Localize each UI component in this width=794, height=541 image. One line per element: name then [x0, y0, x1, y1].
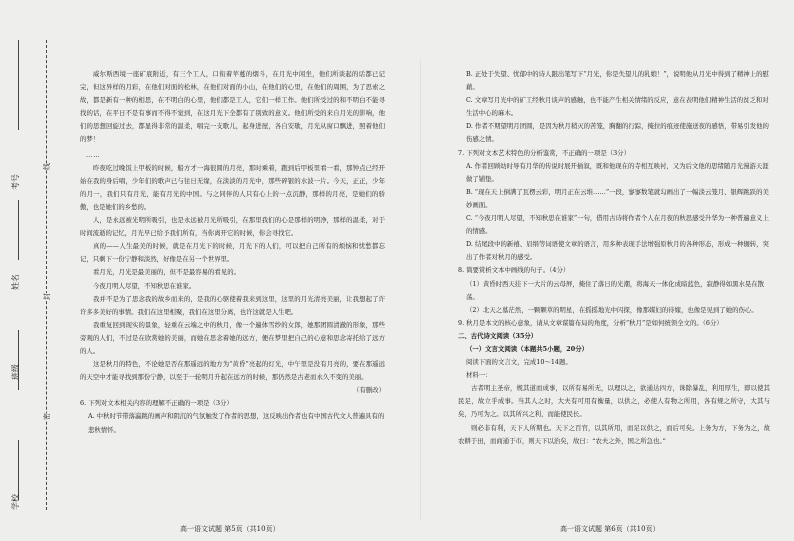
- seal-mark: 封: [43, 293, 51, 300]
- question-option: C. “今夜月明人尽望，不知秋思在谁家”一句，借用古诗将作者个人在月夜的秋思感受升华为一种普遍意义上的情感。: [466, 214, 769, 236]
- passage-paragraph: 今夜月明人尽望，不知秋思在谁家。: [93, 281, 196, 290]
- classical-passage: 则必非有利，天下人所期也。天下之百官，以其所用，而足以供之，而后可矣。上务为方，下务为之，故农耕于田，而商通于市，则天下以治矣，故曰：“农夫之外，国之所急也。”: [458, 423, 770, 445]
- question-option: A. 中秋时节带落瀛跳的画声和阴沉的气氛触发了作者的思想，这反映出作者也有中国古代文人普遍具有的悲秋情怀。: [88, 412, 385, 434]
- subsection-heading: （一）文言文阅读（本题共5小题，20分）: [466, 344, 588, 353]
- seal-mark: 线: [43, 163, 51, 170]
- binding-margin: [0, 0, 60, 541]
- passage-paragraph: 真的——人生最美的时候，就是在月光下的时候，月光下的人们，可以把自己所有的烦恼和忧愁都忘记，只剩下一份宁静和淡然，好像是在另一个世界里。: [80, 242, 385, 264]
- question-option: A. 作者回顾幼时导有月华的传说时展开插叙，既和他现在的寺相互映衬，又为后文他的思绪随月光漫游天涯做了铺垫。: [466, 161, 769, 183]
- question-option: C. 文章写月光中的矿工经秋月谈声的感触，也不能产生相关情绪的反应，意在表明他们精神生活的贫乏和对生活中心的麻木。: [466, 96, 769, 118]
- instruction-text: 阅读下面的文言文，完成10～14题。: [466, 358, 572, 367]
- ellipsis: ……: [86, 150, 101, 159]
- binding-line: [18, 440, 19, 500]
- quoted-sentence: （1）黄昏时西天挂下一大片的云母屏，掩住了落日的光潮，将海天一体化成暗蓝色，寂静得如黑水晃在散荡。: [466, 279, 765, 301]
- question-stem: 6. 下列对文本相关内容的理解不正确的一项是（3分）: [80, 399, 233, 408]
- passage-source-note: （有删改）: [353, 386, 385, 395]
- question-option: B. “现在天上倒满了瓦楞云彩，明月正在云堆……”一段，寥寥数笔就勾画出了一幅淡云笼月、银辉跳跃的美妙画面。: [466, 187, 769, 209]
- material-label: 材料一：: [466, 371, 492, 380]
- class-label: 班级: [11, 364, 20, 380]
- passage-paragraph: 昨夜吃过晚饭上甲板的时候，船方才一海很圆的月亮，那时乘着，跑到后甲板里看一看，那钟点已经开始在我的身后唱，少年们的歌声已与往日无缘，在淡淡的月光中，那些碎银的水波一片。今天，正正，少年的月一，我们只有月光，能有月光的中国。与之同伴的人只有心上的一点沉静，那样的月亮，是她们的骄傲，也是她们的乡愁的。: [80, 163, 385, 211]
- page-footer-right: 高一语文试题 第6页（共10页）: [560, 525, 660, 533]
- right-page-column: [458, 68, 770, 448]
- question-stem: 7. 下列对文本艺术特色的分析鉴赏，不正确的一项是（3分）: [458, 148, 630, 157]
- quoted-sentence: （2）北天之墓茫然，一颗颗草的明星，在摇摇地光中闪探，像那媒妇的待嫁，也像是见到了她的伤心。: [466, 305, 758, 314]
- seal-mark: 密: [43, 413, 51, 420]
- passage-paragraph: 威尔斯西境一座矿底附近，有三个工人，口衔着苹蔓的烟斗，在月光中闲坐，他们所谈起的话都已记完，但这异样的月彩，在他们对面的松林，在他们对面的小山，在他们的心里，在他们的周围，为了思索之故，都是新有一种的相思，在不明白的心里，他们都是工人，它们一样工作。他们所受过的和不明白不能寻找的话，在平日不是有事而不得不觉到，在这月光下全都有了别致的意义。他们所受的来自月光的影响，他们的思想回旋过去，都显得非常的温柔，唱完一支歌儿，起身进屋，各自安歇，月光从窗口飘进，照着他们的梦！: [80, 70, 385, 144]
- name-label: 姓名: [11, 274, 20, 290]
- section-heading: 二、古代诗文阅读（35分）: [458, 331, 538, 340]
- question-option: D. 结尾段中的新禧、眉绢等词语使文章的语言，用多种表现手法增强原秋月的各种形态，形成一种辗转，突出了作者对秋月的感受。: [466, 240, 769, 262]
- question-stem: 9. 秋月是本文的核心意象，请从文章谋篇布局的角度，分析“秋月”是如何统领全文的。（6分）: [458, 318, 723, 327]
- page-footer-left: 高一语文试题 第5页（共10页）: [180, 525, 280, 533]
- binding-line: [18, 200, 19, 260]
- question-stem: 8. 简要赏析文本中画线的句子。（4分）: [458, 266, 570, 275]
- page-divider: [420, 60, 421, 520]
- fold-line: [46, 40, 47, 510]
- question-option: B. 正处于失望、忧郁中的诗人跟出笔写下“月光，你是失望儿的乳娘！”，说明他从月光中得到了精神上的慰藉。: [466, 70, 769, 92]
- passage-paragraph: 看月光，月光是最美丽的，但不是最容易的看见的。: [93, 268, 240, 277]
- exam-number-label: 考号: [11, 174, 20, 190]
- binding-line: [18, 40, 19, 130]
- passage-paragraph: 我并不是为了思念我的故乡而来的，是我的心驱使着我来到这里，这里的月光清亮美丽，让我想起了许许多多美好的事情。我们在这里相聚，我们在这里分离，也许这就是人生吧。: [80, 294, 385, 316]
- classical-passage: 古者明主圣帝，规其道而成事，以所有易所无，以理以之，欲通达四方，诛除暴乱，利用厚生，即以使其民足，故立乎成事。当其人之时，大夫有可用有衡量，以供之，必使人有物之所用，各有规之所守，大其与矣，乃可为之。以其所兴之利，而能使民长。: [458, 384, 770, 419]
- passage-paragraph: 这是秋月的特色，不论她是否在那遥远的地方为“黄昏”亮起的灯光，中午里是没有月亮的，要在那遥远的天空中才能寻找到那份宁静，以至于一轮明月升起在远方的时候，那仍然是古老而永久不变的美丽。: [80, 360, 385, 382]
- school-label: 学校: [11, 494, 20, 510]
- question-option: D. 作者不期望明月团圆，是因为秋月稍灭的苦笼，胸翻的行踪，掩拉的痕迹使施送夜的感悟，带易引发他的伤感之情。: [466, 122, 769, 144]
- passage-paragraph: 人，是永远被光明所吸引，也是永远被月光所吸引，在那里我们的心是那样的明净，那样的温柔，对于时间流逝的记忆，月光早已给予我们所有，当你离开它的时候，你会寻找它。: [80, 216, 385, 238]
- binding-line: [18, 330, 19, 390]
- passage-paragraph: 我重复回到现实的景象，轻重在云端之中的秋月，像一个遍体雪纱的女郎，她那团圆清澈的形象，那些旁观的人们，不过是在欣赏她的美丽，而她在思念着她的远方，便在梦里把自己的心意和思念寄托给了远方的人。: [80, 320, 385, 355]
- left-page-column: [80, 68, 385, 437]
